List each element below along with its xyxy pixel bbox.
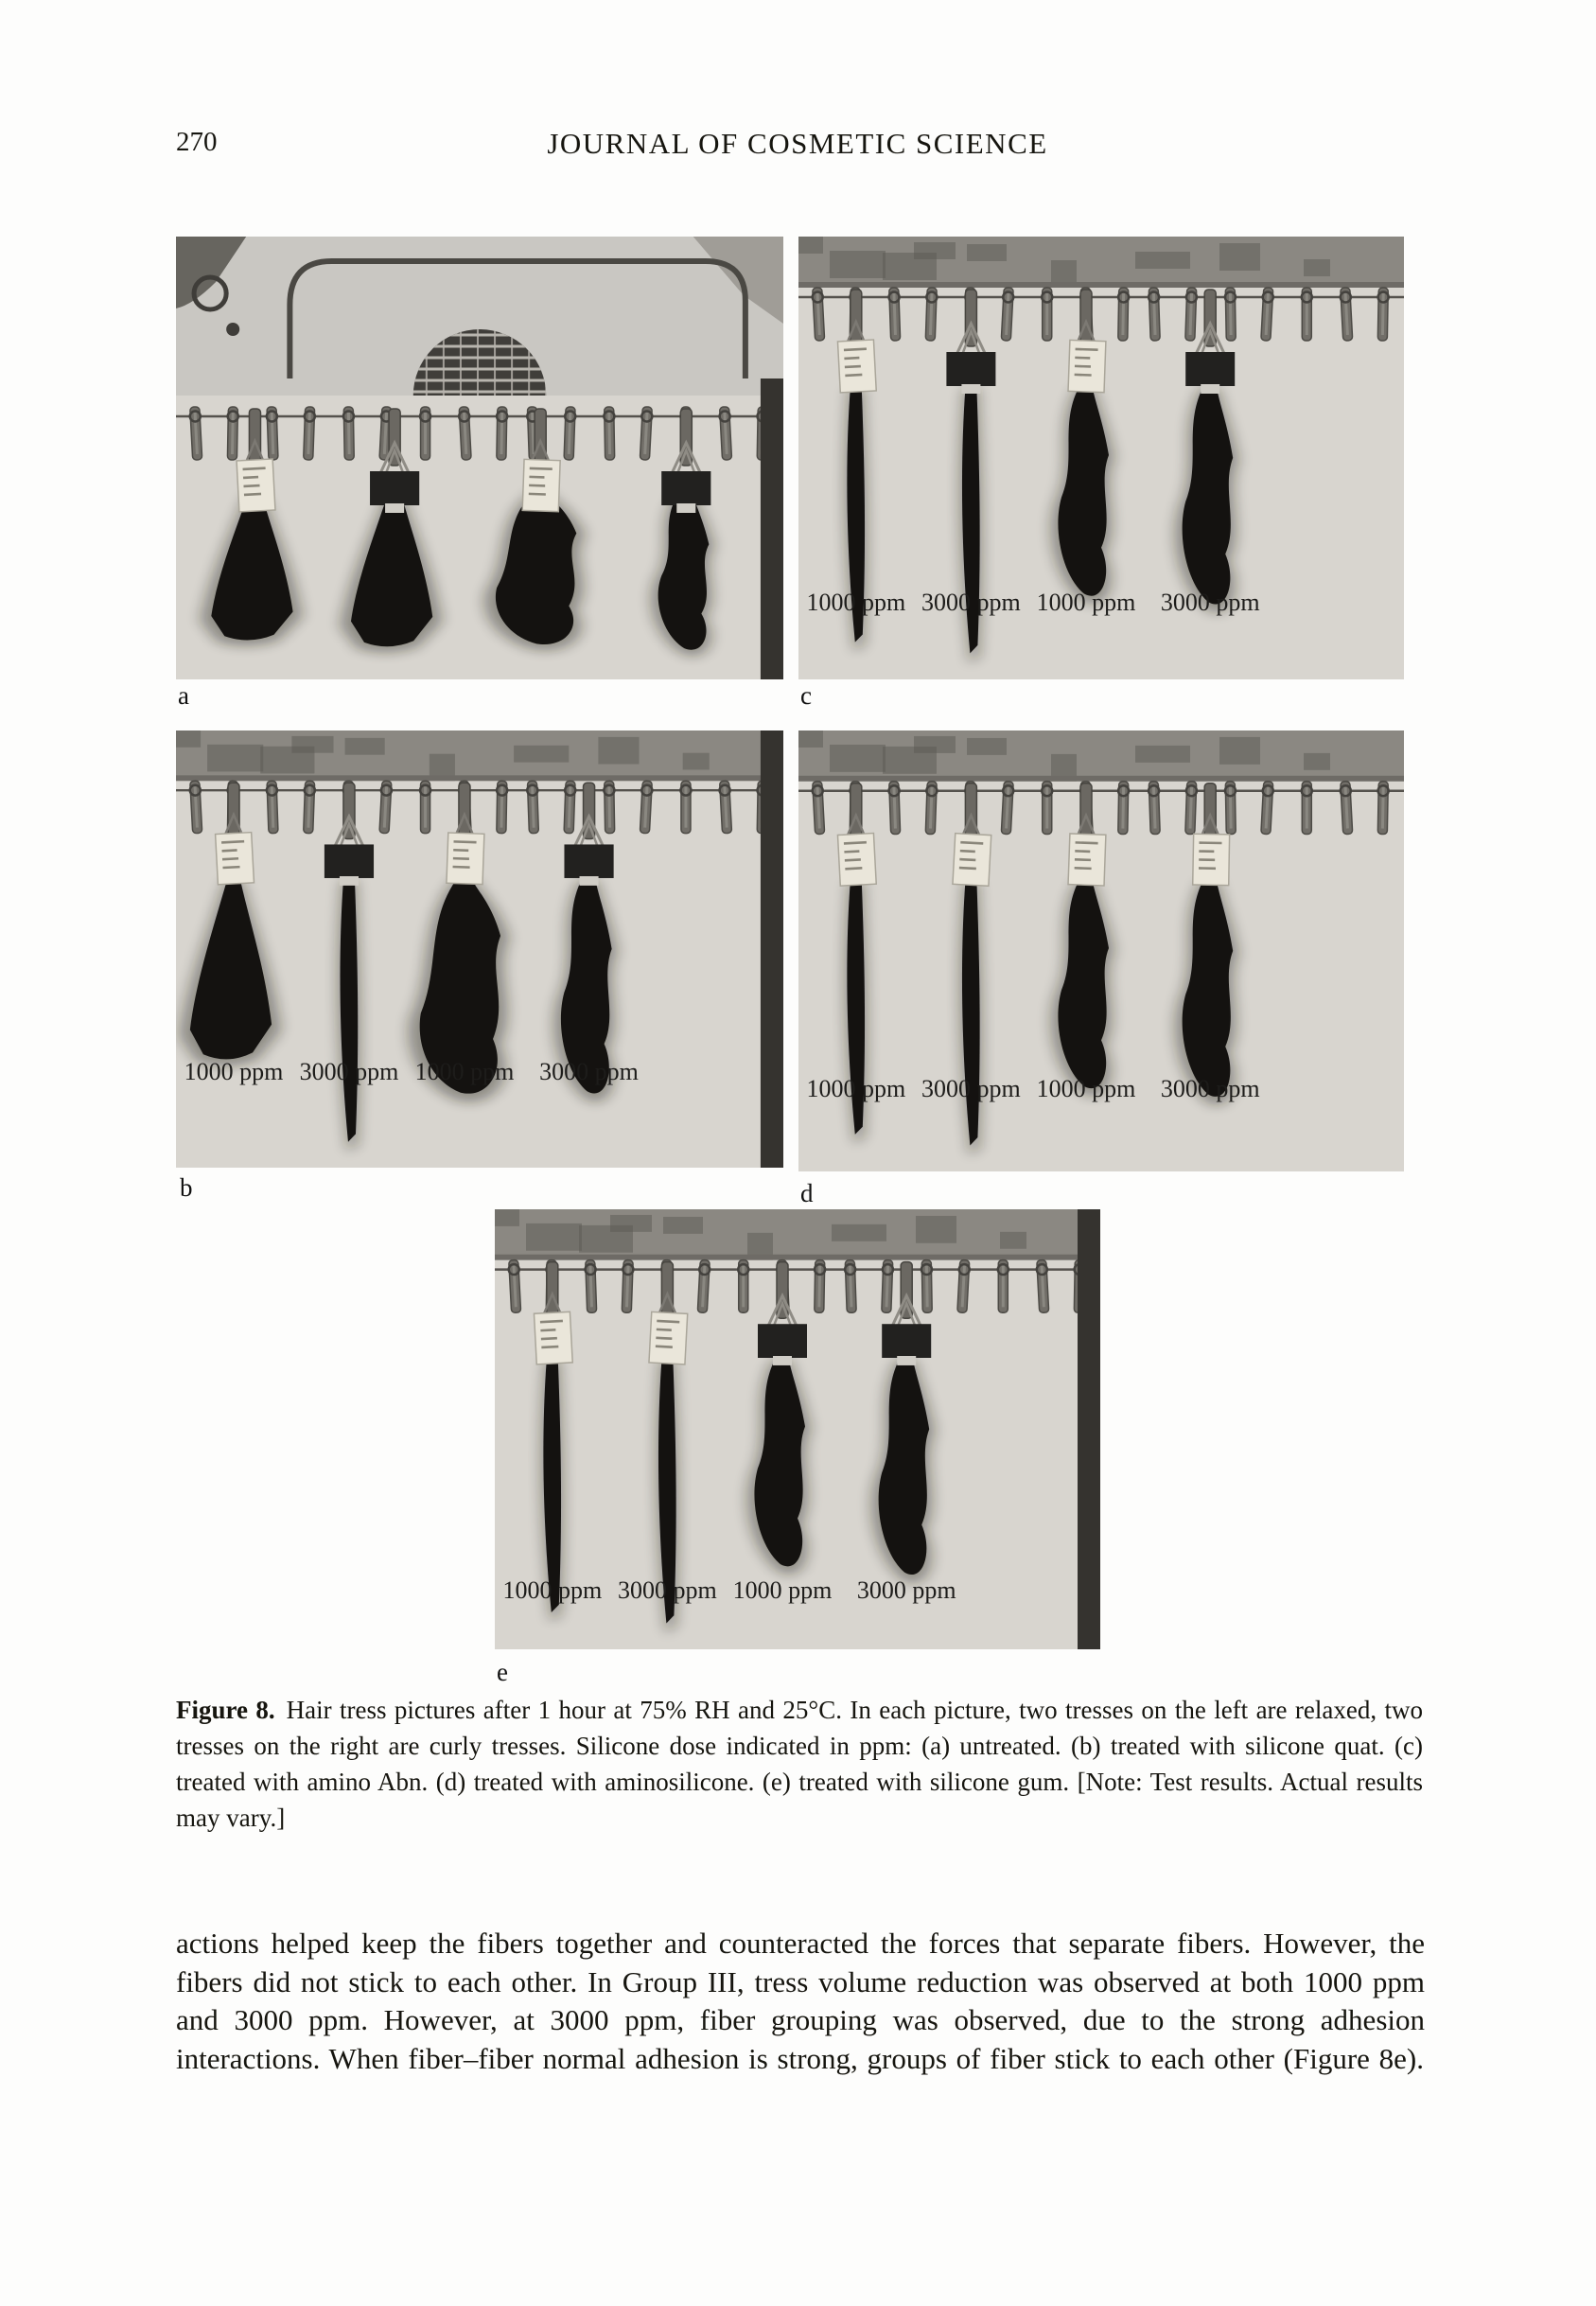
figure-caption-label: Figure 8. xyxy=(176,1696,275,1724)
body-paragraph: actions helped keep the fibers together and counteracted the forces that separate fibers. However, the fibers did not stick to each other. In Group III, tress volume reduction was observed at both 1000 ppm and 3000 ppm. However, at 3000 ppm, fiber grouping was observed, due to the strong adhesion interactions. When fiber–fiber normal adhesion is strong, groups of fiber stick to each other (Figure 8e). xyxy=(176,1927,1425,2075)
dose-label: 3000 ppm xyxy=(1160,1075,1260,1102)
panel-letter-c: c xyxy=(800,681,812,710)
panel-letter-d: d xyxy=(800,1179,814,1207)
hair-tress-photo-b xyxy=(176,731,783,1168)
panel-letter-a: a xyxy=(178,681,189,710)
figure-panel-c xyxy=(798,237,1404,679)
dose-label: 3000 ppm xyxy=(539,1058,639,1085)
dose-label: 1000 ppm xyxy=(732,1576,833,1604)
journal-title: JOURNAL OF COSMETIC SCIENCE xyxy=(547,127,1048,160)
dose-label-row xyxy=(798,589,1404,621)
hair-tress-photo-a xyxy=(176,237,783,679)
figure-panel-d xyxy=(798,731,1404,1171)
dose-label: 1000 ppm xyxy=(1036,1075,1136,1102)
panel-letter-b: b xyxy=(180,1173,193,1202)
dose-label: 1000 ppm xyxy=(1036,589,1136,616)
dose-label: 1000 ppm xyxy=(502,1576,603,1604)
dose-label-row xyxy=(176,1058,783,1090)
figure-panel-e xyxy=(495,1209,1100,1649)
dose-label: 3000 ppm xyxy=(618,1576,717,1604)
panel-letter-e: e xyxy=(497,1658,508,1686)
dose-label: 3000 ppm xyxy=(921,589,1021,616)
dose-label: 1000 ppm xyxy=(806,1075,906,1102)
dose-label: 3000 ppm xyxy=(921,1075,1021,1102)
dose-label: 3000 ppm xyxy=(856,1576,956,1604)
dose-label: 1000 ppm xyxy=(806,589,906,616)
dose-label: 1000 ppm xyxy=(184,1058,284,1085)
figure-panel-a xyxy=(176,237,783,679)
dose-label: 3000 ppm xyxy=(299,1058,399,1085)
figure-caption xyxy=(176,1692,1423,1836)
page-header xyxy=(176,127,1419,165)
page-number: 270 xyxy=(176,127,218,157)
figure-panel-b xyxy=(176,731,783,1168)
dose-label: 3000 ppm xyxy=(1160,589,1260,616)
dose-label-row xyxy=(798,1075,1404,1107)
figure-caption-text: Hair tress pictures after 1 hour at 75% RH and 25°C. In each picture, two tresses on the left are relaxed, two tresses on the right are curly tresses. Silicone dose indicated in ppm: (a) untreated. (b) treated with silicone quat. (c) treated with amino Abn. (d) treated with aminosilicone. (e) treated with silicone gum. [Note: Test results. Actual results may vary.] xyxy=(176,1696,1423,1832)
dose-label-row xyxy=(495,1576,1100,1609)
dose-label: 1000 ppm xyxy=(414,1058,515,1085)
